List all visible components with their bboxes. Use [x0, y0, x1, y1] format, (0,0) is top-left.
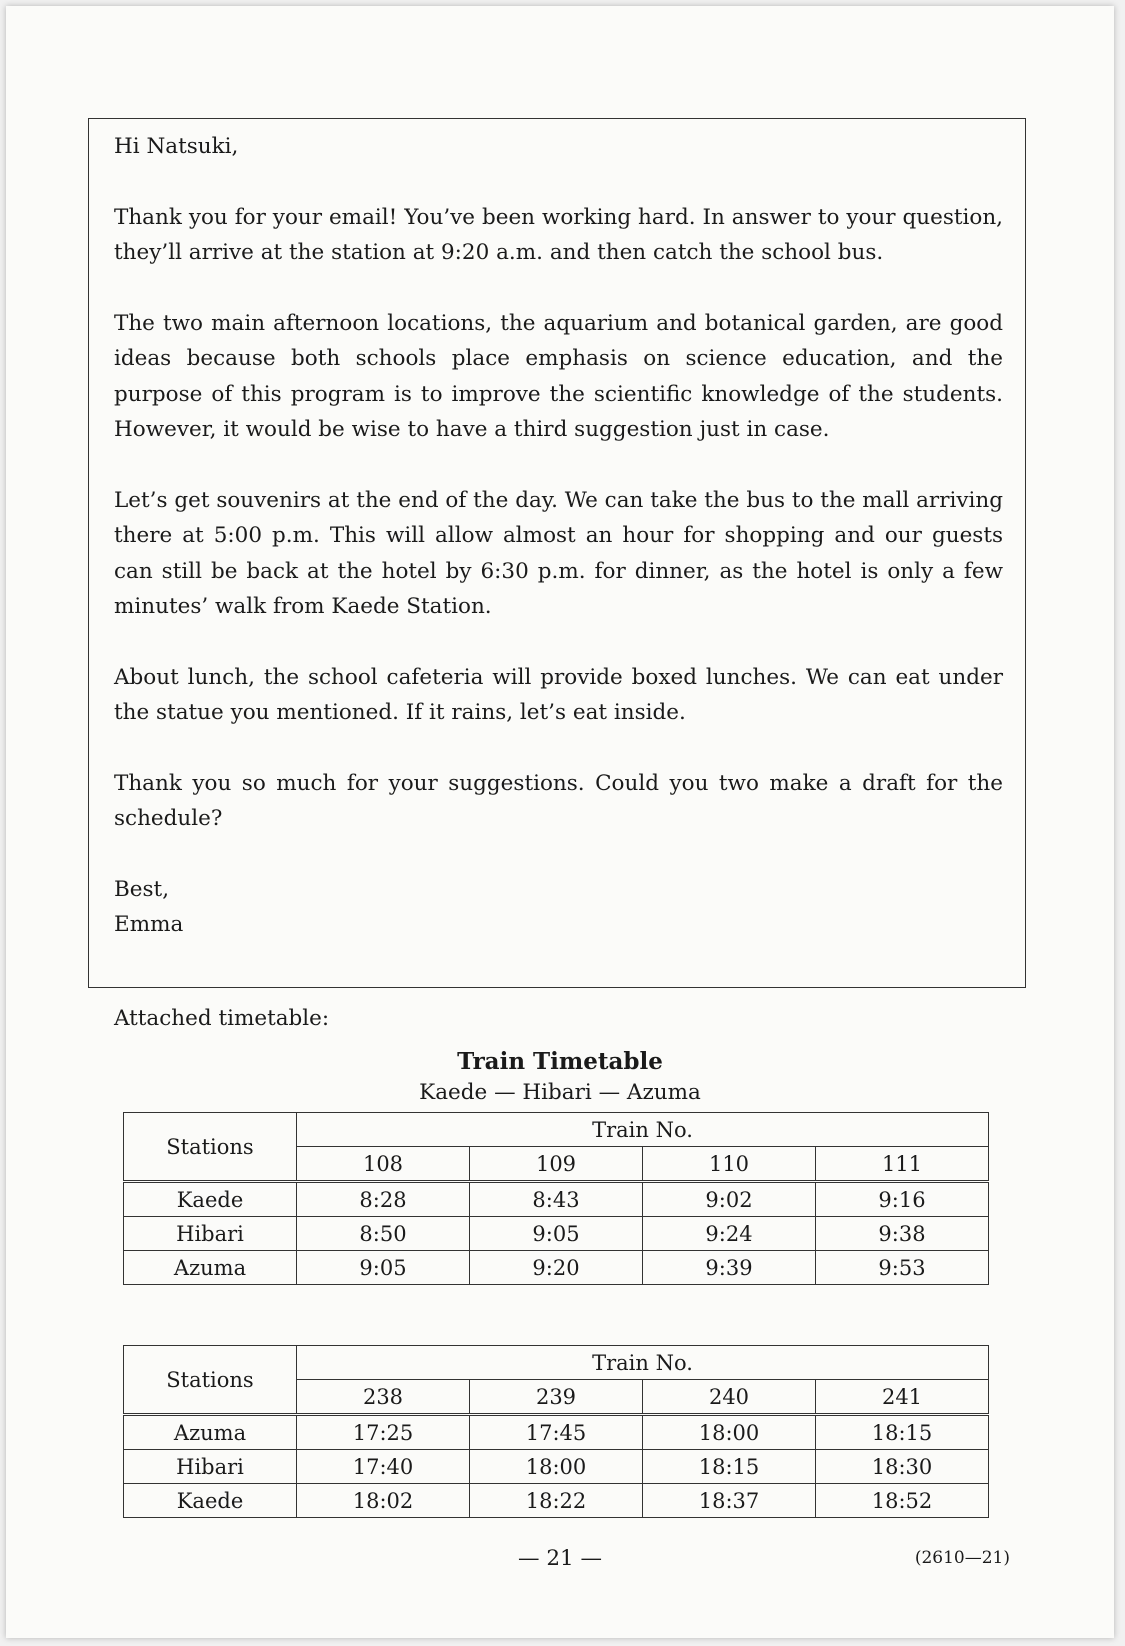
table-row [124, 1450, 989, 1484]
time-cell: 9:39 [643, 1251, 816, 1285]
document-page [6, 6, 1114, 1638]
time-cell: 9:20 [470, 1251, 643, 1285]
train-number: 111 [816, 1147, 989, 1182]
time-cell: 8:43 [470, 1182, 643, 1217]
train-no-header: Train No. [297, 1113, 989, 1147]
train-number: 239 [470, 1380, 643, 1415]
station-name: Hibari [124, 1217, 297, 1251]
table-row [124, 1182, 989, 1217]
letter-greeting: Hi Natsuki, [114, 134, 239, 159]
time-cell: 17:45 [470, 1415, 643, 1450]
train-no-header: Train No. [297, 1346, 989, 1380]
time-cell: 9:38 [816, 1217, 989, 1251]
station-name: Kaede [124, 1484, 297, 1518]
time-cell: 18:37 [643, 1484, 816, 1518]
letter-paragraph: Thank you so much for your suggestions. Could you two make a draft for the schedule? [114, 770, 1003, 831]
time-cell: 9:24 [643, 1217, 816, 1251]
station-name: Kaede [124, 1182, 297, 1217]
table-row [124, 1217, 989, 1251]
time-cell: 18:02 [297, 1484, 470, 1518]
time-cell: 18:00 [470, 1450, 643, 1484]
time-cell: 9:53 [816, 1251, 989, 1285]
time-cell: 18:00 [643, 1415, 816, 1450]
letter-paragraph: Thank you for your email! You’ve been working hard. In answer to your question, they’ll arrive at the station at 9:20 a.m. and then catch the school bus. [114, 204, 1003, 265]
time-cell: 18:15 [643, 1450, 816, 1484]
table-row [124, 1251, 989, 1285]
letter-signature: Emma [114, 912, 184, 937]
timetable-route: Kaede — Hibari — Azuma [419, 1080, 701, 1105]
time-cell: 18:30 [816, 1450, 989, 1484]
train-number: 110 [643, 1147, 816, 1182]
time-cell: 18:22 [470, 1484, 643, 1518]
email-letter [88, 118, 1026, 988]
document-code: (2610—21) [914, 1548, 1010, 1568]
time-cell: 17:40 [297, 1450, 470, 1484]
letter-signoff: Best, [114, 876, 170, 902]
letter-paragraph: Let’s get souvenirs at the end of the day. We can take the bus to the mall arriving there at 5:00 p.m. This will allow almost an hour for shopping and our guests can still be back at the hotel by 6:30 p.m. for dinner, as the hotel is only a few minutes’ walk from Kaede Station. [114, 487, 1003, 619]
time-cell: 9:05 [470, 1217, 643, 1251]
timetable-title: Train Timetable [457, 1048, 663, 1075]
station-name: Hibari [124, 1450, 297, 1484]
time-cell: 8:28 [297, 1182, 470, 1217]
attached-label: Attached timetable: [114, 1006, 330, 1031]
station-name: Azuma [124, 1415, 297, 1450]
evening-timetable [123, 1345, 989, 1518]
train-number: 240 [643, 1380, 816, 1415]
time-cell: 18:15 [816, 1415, 989, 1450]
time-cell: 18:52 [816, 1484, 989, 1518]
table-row [124, 1484, 989, 1518]
train-number: 238 [297, 1380, 470, 1415]
time-cell: 8:50 [297, 1217, 470, 1251]
letter-paragraph: The two main afternoon locations, the aquarium and botanical garden, are good ideas because both schools place emphasis on science education, and the purpose of this program is to improve the scientific knowledge of the students. However, it would be wise to have a third suggestion just in case. [114, 310, 1003, 442]
time-cell: 9:16 [816, 1182, 989, 1217]
time-cell: 9:05 [297, 1251, 470, 1285]
morning-timetable [123, 1112, 989, 1285]
letter-paragraph: About lunch, the school cafeteria will provide boxed lunches. We can eat under the statue you mentioned. If it rains, let’s eat inside. [114, 664, 1003, 725]
time-cell: 9:02 [643, 1182, 816, 1217]
stations-header: Stations [124, 1346, 297, 1415]
train-number: 109 [470, 1147, 643, 1182]
page-number: — 21 — [517, 1546, 603, 1571]
table-row [124, 1415, 989, 1450]
time-cell: 17:25 [297, 1415, 470, 1450]
train-number: 241 [816, 1380, 989, 1415]
stations-header: Stations [124, 1113, 297, 1182]
station-name: Azuma [124, 1251, 297, 1285]
train-number: 108 [297, 1147, 470, 1182]
